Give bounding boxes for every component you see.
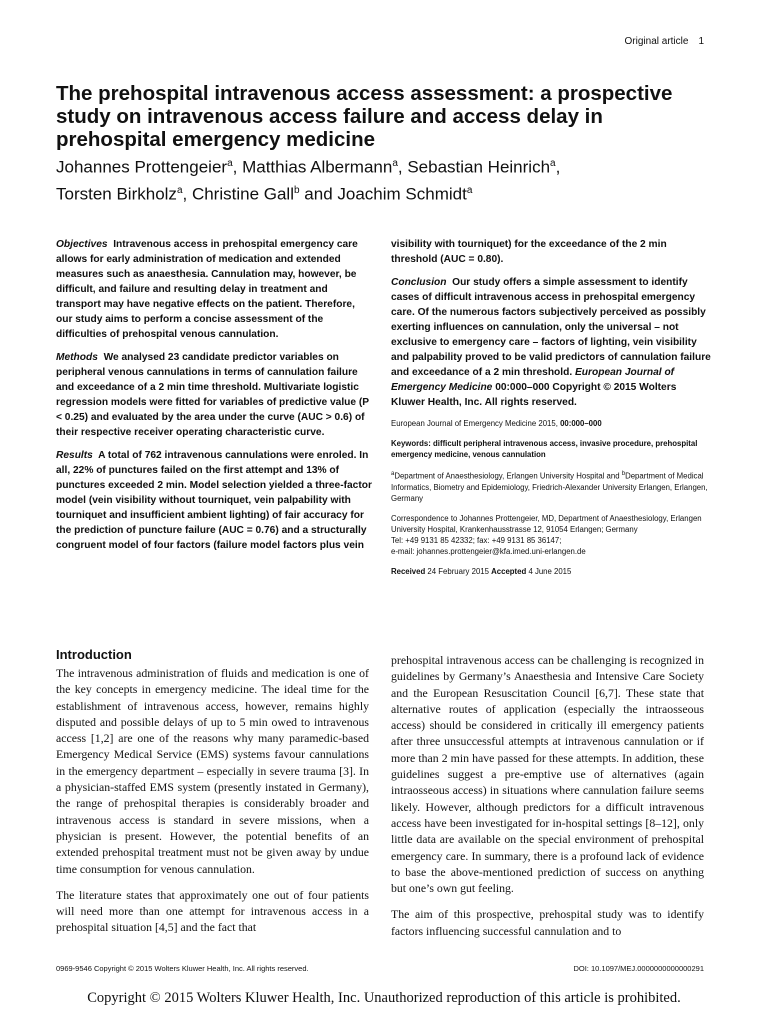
abstract-conclusion: [391, 275, 713, 410]
abstract-results: [56, 448, 372, 553]
affiliation-a-mark: a: [391, 471, 395, 477]
author-name: Sebastian Heinrich: [407, 157, 551, 177]
affiliation-b-mark: b: [621, 471, 626, 477]
objectives-text: Intravenous access in prehospital emergency care allows for early administration of medication and extended measures such as anaesthesia. Cannulation may, however, be difficult, and failure and resulting delay in treatment and transport may have negative effects on the patient. Therefore, our study aims to perform a concise assessment of the difficulties of prehospital venous cannulation.: [56, 239, 358, 340]
author-separator: and: [299, 184, 338, 204]
affiliation-mark: a: [227, 158, 233, 169]
correspondence-phone: Tel: +49 9131 85 42332; fax: +49 9131 85 36147;: [391, 535, 562, 545]
affiliations: [391, 469, 713, 504]
methods-label: Methods: [56, 352, 98, 363]
received-date: 24 February 2015: [427, 566, 489, 576]
received-accepted: [391, 566, 713, 577]
affiliation-mark: a: [392, 158, 398, 169]
correspondence-text: Correspondence to Johannes Prottengeier, MD, Department of Anaesthesiology, Erlangen University Hospital, Krankenhausstrasse 12, 91054 Erlangen; Germany: [391, 513, 702, 534]
section-label: Original article: [624, 36, 689, 47]
section-heading-introduction: Introduction: [56, 647, 132, 662]
correspondence: [391, 513, 713, 557]
received-label: Received: [391, 566, 426, 576]
author-separator: ,: [232, 157, 243, 177]
affiliation-a: Department of Anaesthesiology, Erlangen University Hospital and: [394, 471, 622, 481]
journal-citation-pages: 00:000–000: [560, 419, 602, 428]
author-name: Matthias Albermann: [242, 157, 393, 177]
article-title: The prehospital intravenous access assessment: a prospective study on intravenous access failure and access delay in prehospital emergency medicine: [56, 82, 673, 151]
body-paragraph: The literature states that approximately one out of four patients will need more than one attempt for intravenous access in a prehospital situation [4,5] and the fact that: [56, 887, 369, 935]
running-header: [625, 36, 704, 47]
author-separator: ,: [397, 157, 408, 177]
author-name: Johannes Prottengeier: [56, 157, 228, 177]
keywords-text: difficult peripheral intravenous access, invasive procedure, prehospital emergency medicine, venous cannulation: [391, 439, 698, 459]
journal-citation-year: 2015,: [538, 419, 558, 428]
abstract-left-column: [56, 237, 372, 561]
journal-citation: [391, 418, 713, 429]
body-right-column: [391, 652, 704, 949]
objectives-label: Objectives: [56, 239, 108, 250]
results-text: A total of 762 intravenous cannulations were enroled. In all, 22% of punctures failed on the first attempt and 13% of punctures exceeded 2 min. Model selection yielded a three-factor model (vein visibility without tourniquet, vein palpability with tourniquet and insufficient ambient lighting) of fair accuracy for the prediction of puncture failure (AUC = 0.76) and a structurally congruent model of four factors (failure model factors plus vein: [56, 450, 372, 551]
author-name: Joachim Schmidt: [337, 184, 467, 204]
article-metadata: [391, 418, 713, 577]
page-number: 1: [698, 36, 704, 47]
accepted-label: Accepted: [491, 566, 527, 576]
affiliation-mark: b: [294, 184, 300, 196]
abstract-methods: [56, 350, 372, 440]
copyright-banner: Copyright © 2015 Wolters Kluwer Health, Inc. Unauthorized reproduction of this article is prohibited.: [87, 990, 681, 1006]
abstract-results-continued: visibility with tourniquet) for the exceedance of the 2 min threshold (AUC = 0.80).: [391, 239, 667, 265]
accepted-date: 4 June 2015: [528, 566, 572, 576]
keywords-label: Keywords:: [391, 439, 431, 448]
correspondence-email: e-mail: johannes.prottengeier@kfa.imed.uni-erlangen.de: [391, 546, 586, 556]
abstract-right-column: [391, 237, 713, 586]
affiliation-mark: a: [550, 158, 556, 169]
methods-text: We analysed 23 candidate predictor variables on peripheral venous cannulations in terms of cannulation failure and exceedance of a 2 min time threshold. Multivariate logistic regression models were fitted for variables of predictive value (P < 0.25) and evaluated by the area under the curve (AUC > 0.6) of their respective receiver operating characteristic curve.: [56, 352, 369, 438]
abstract-copyright: 00:000–000 Copyright © 2015 Wolters Kluwer Health, Inc. All rights reserved.: [391, 382, 677, 408]
affiliation-b: Department of Medical Informatics, Biometry and Epidemiology, Friedrich-Alexander University Erlangen, Erlangen, Germany: [391, 471, 708, 503]
footer-doi: DOI: 10.1097/MEJ.0000000000000291: [573, 964, 704, 973]
footer-issn-copyright: 0969-9546 Copyright © 2015 Wolters Kluwer Health, Inc. All rights reserved.: [56, 964, 309, 973]
author-separator: ,: [555, 157, 561, 177]
author-separator: ,: [182, 184, 192, 204]
body-left-column: [56, 647, 369, 946]
conclusion-text: Our study offers a simple assessment to identify cases of difficult intravenous access in prehospital emergency care. Of the numerous factors subjectively perceived as possibly exerting influences on cannulation, only the universal – not exclusive to emergency care – factors of lighting, vein visibility and palpability proved to be valid predictors of cannulation failure and exceedance of a 2 min threshold.: [391, 277, 711, 378]
abstract-objectives: [56, 237, 372, 342]
body-paragraph: The aim of this prospective, prehospital study was to identify factors influencing successful cannulation and to: [391, 907, 704, 938]
results-label: Results: [56, 450, 93, 461]
author-list: [56, 152, 736, 205]
body-paragraph: prehospital intravenous access can be challenging is recognized in guidelines by Germany’s Anaesthesia and Intensive Care Society and the European Resuscitation Council [6,7]. These state that alternative routes of application (especially the intraosseous access) should be considered in critically ill emergency patients after three unsuccessful attempts at intravenous cannulation or if more than 2 min have passed for these attempts. In addition, these guidelines suggest a pre-emptive use of alternatives (again intraosseous access) in situations where cannulation failure seems likely. However, although predictors for a difficult intravenous access have been investigated for in-hospital settings [8–12], only little data are available on the special environment of prehospital emergency care. In summary, there is a profound lack of evidence to base the above-mentioned prediction of success on anything but one’s own gut feeling.: [391, 653, 704, 896]
author-name: Christine Gall: [191, 184, 294, 204]
affiliation-mark: a: [176, 184, 183, 196]
author-name: Torsten Birkholz: [56, 184, 177, 204]
keywords: [391, 438, 713, 460]
journal-citation-name: European Journal of Emergency Medicine: [391, 419, 537, 428]
body-paragraph: The intravenous administration of fluids and medication is one of the key concepts in emergency medicine. The ideal time for the establishment of intravenous access, however, remains highly disputed and possible delays of up to 5 min owed to intravenous access [1,2] are one of the reasons why many paramedic-based Emergency Medical Service (EMS) systems favour cannulations in the emergency department – especially in severe trauma [3]. In a physician-staffed EMS system (presently instated in Germany), the range of prehospital therapies is considerably broader and intravenous access is standard in severe missions, when a physician is present. However, the potential benefits of an extended prehospital treatment must not be given away by undue time consumption for venous cannulation.: [56, 666, 369, 876]
conclusion-label: Conclusion: [391, 277, 447, 288]
journal-name: European Journal of Emergency Medicine: [391, 367, 675, 393]
affiliation-mark: a: [466, 184, 473, 196]
